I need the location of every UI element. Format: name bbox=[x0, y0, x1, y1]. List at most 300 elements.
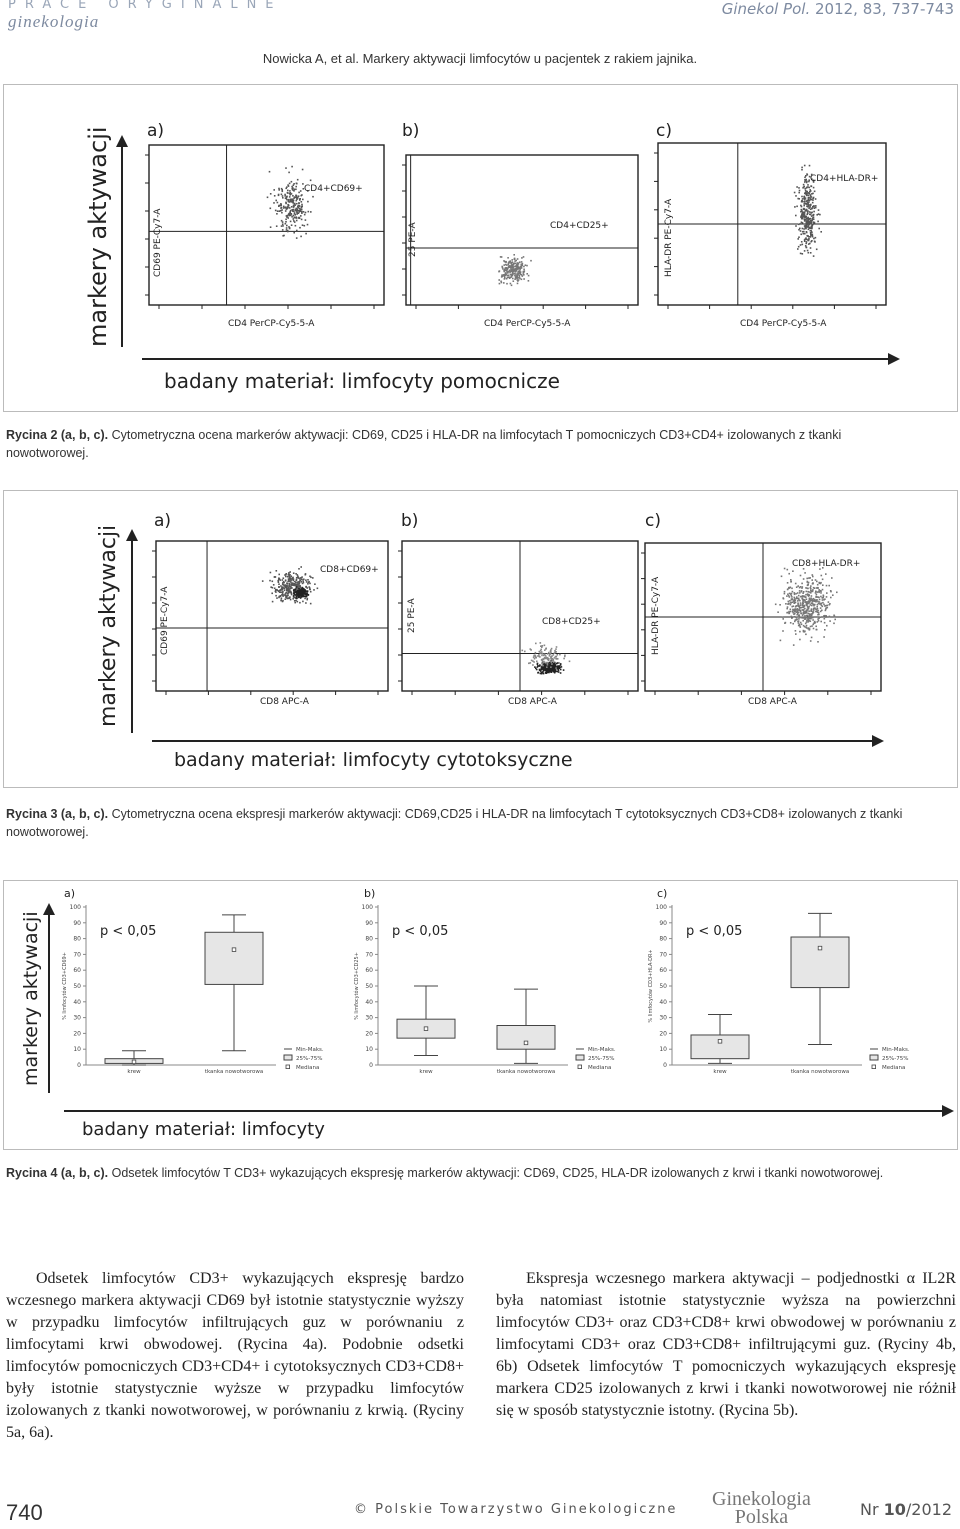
y-tick-label: 50 bbox=[73, 983, 81, 990]
event-dot bbox=[789, 593, 791, 595]
publisher: © Polskie Towarzystwo Ginekologiczne bbox=[354, 1502, 678, 1517]
event-dot bbox=[499, 283, 501, 285]
event-dot bbox=[802, 187, 804, 189]
event-dot bbox=[800, 622, 802, 624]
event-dot bbox=[301, 592, 303, 594]
event-dot bbox=[509, 270, 511, 272]
y-label-a: CD69 PE-Cy7-A bbox=[153, 208, 163, 277]
event-dot bbox=[267, 197, 269, 199]
event-dot bbox=[803, 610, 805, 612]
event-dot bbox=[798, 187, 800, 189]
y-tick-label: 80 bbox=[73, 935, 81, 943]
event-dot bbox=[292, 577, 294, 579]
event-dot bbox=[798, 618, 800, 620]
event-dot bbox=[813, 218, 815, 220]
event-dot bbox=[806, 620, 808, 622]
event-dot bbox=[284, 195, 286, 197]
event-dot bbox=[800, 604, 802, 606]
event-dot bbox=[511, 263, 513, 265]
event-dot bbox=[799, 617, 801, 619]
figure-4-graphic bbox=[4, 881, 957, 1149]
event-dot bbox=[807, 220, 809, 222]
event-dot bbox=[788, 595, 790, 597]
event-dot bbox=[813, 611, 815, 613]
event-dot bbox=[547, 658, 549, 660]
box-iqr bbox=[205, 932, 263, 984]
event-dot bbox=[804, 177, 806, 179]
y-axis-label: % limfocytów CD3+CD25+ bbox=[354, 952, 360, 1020]
event-dot bbox=[790, 587, 792, 589]
event-dot bbox=[810, 604, 812, 606]
event-dot bbox=[511, 269, 513, 271]
event-dot bbox=[309, 589, 311, 591]
event-dot bbox=[515, 263, 517, 265]
event-dot bbox=[287, 190, 289, 192]
y-tick-label: 30 bbox=[365, 1014, 373, 1022]
event-dot bbox=[307, 201, 309, 203]
event-dot bbox=[534, 658, 536, 660]
event-dot bbox=[808, 601, 810, 603]
event-dot bbox=[814, 604, 816, 606]
y-label-c: HLA-DR PE-Cy7-A bbox=[664, 198, 674, 277]
event-dot bbox=[514, 275, 516, 277]
plot-frame bbox=[149, 145, 384, 305]
event-dot bbox=[816, 587, 818, 589]
event-dot bbox=[290, 214, 292, 216]
event-dot bbox=[517, 283, 519, 285]
box-iqr bbox=[791, 937, 849, 988]
event-dot bbox=[807, 588, 809, 590]
event-dot bbox=[790, 609, 792, 611]
event-dot bbox=[808, 199, 810, 201]
event-dot bbox=[288, 591, 290, 593]
event-dot bbox=[538, 672, 540, 674]
event-dot bbox=[299, 579, 301, 581]
event-dot bbox=[802, 617, 804, 619]
event-dot bbox=[532, 664, 534, 666]
event-dot bbox=[314, 583, 316, 585]
event-dot bbox=[798, 598, 800, 600]
event-dot bbox=[281, 594, 283, 596]
event-dot bbox=[270, 193, 272, 195]
event-dot bbox=[803, 233, 805, 235]
event-dot bbox=[294, 217, 296, 219]
event-dot bbox=[555, 651, 557, 653]
event-dot bbox=[503, 282, 505, 284]
category-label: krew bbox=[127, 1069, 141, 1075]
event-dot bbox=[822, 579, 824, 581]
event-dot bbox=[785, 603, 787, 605]
event-dot bbox=[517, 268, 519, 270]
event-dot bbox=[810, 618, 812, 620]
y-tick-label: 10 bbox=[73, 1046, 81, 1054]
event-dot bbox=[296, 237, 298, 239]
event-dot bbox=[794, 598, 796, 600]
event-dot bbox=[806, 591, 808, 593]
event-dot bbox=[553, 661, 555, 663]
event-dot bbox=[306, 586, 308, 588]
event-dot bbox=[777, 611, 779, 613]
event-dot bbox=[817, 221, 819, 223]
event-dot bbox=[808, 594, 810, 596]
event-dot bbox=[794, 611, 796, 613]
event-dot bbox=[273, 584, 275, 586]
event-dot bbox=[508, 264, 510, 266]
event-dot bbox=[794, 594, 796, 596]
event-dot bbox=[810, 640, 812, 642]
event-dot bbox=[801, 590, 803, 592]
event-dot bbox=[803, 591, 805, 593]
event-dot bbox=[302, 588, 304, 590]
event-dot bbox=[282, 229, 284, 231]
event-dot bbox=[297, 210, 299, 212]
panel-letter-b: b) bbox=[401, 511, 419, 531]
event-dot bbox=[813, 600, 815, 602]
event-dot bbox=[825, 615, 827, 617]
event-dot bbox=[805, 623, 807, 625]
event-dot bbox=[282, 221, 284, 223]
event-dot bbox=[526, 265, 528, 267]
legend-minmax-label: Min-Maks. bbox=[588, 1047, 616, 1053]
event-dot bbox=[297, 601, 299, 603]
event-dot bbox=[790, 579, 792, 581]
event-dot bbox=[795, 195, 797, 197]
event-dot bbox=[798, 599, 800, 601]
citation bbox=[722, 0, 954, 18]
event-dot bbox=[801, 213, 803, 215]
event-dot bbox=[281, 194, 283, 196]
event-dot bbox=[307, 593, 309, 595]
event-dot bbox=[808, 252, 810, 254]
event-dot bbox=[786, 595, 788, 597]
event-dot bbox=[539, 656, 541, 658]
event-dot bbox=[810, 247, 812, 249]
event-dot bbox=[517, 258, 519, 260]
y-label-a: CD69 PE-Cy7-A bbox=[160, 586, 170, 655]
event-dot bbox=[820, 607, 822, 609]
legend-median-label: Mediana bbox=[588, 1065, 612, 1071]
event-dot bbox=[518, 263, 520, 265]
event-dot bbox=[793, 613, 795, 615]
event-dot bbox=[806, 578, 808, 580]
event-dot bbox=[824, 622, 826, 624]
y-tick-label: 50 bbox=[659, 983, 667, 990]
y-tick-label: 0 bbox=[369, 1062, 373, 1069]
y-axis-title: markery aktywacji bbox=[96, 524, 121, 727]
event-dot bbox=[304, 598, 306, 600]
event-dot bbox=[303, 579, 305, 581]
event-dot bbox=[824, 618, 826, 620]
event-dot bbox=[309, 587, 311, 589]
event-dot bbox=[274, 576, 276, 578]
event-dot bbox=[506, 283, 508, 285]
event-dot bbox=[286, 199, 288, 201]
event-dot bbox=[811, 579, 813, 581]
event-dot bbox=[297, 179, 299, 181]
event-dot bbox=[274, 195, 276, 197]
event-dot bbox=[806, 187, 808, 189]
event-dot bbox=[275, 595, 277, 597]
event-dot bbox=[518, 271, 520, 273]
event-dot bbox=[517, 279, 519, 281]
event-dot bbox=[810, 218, 812, 220]
event-dot bbox=[541, 651, 543, 653]
event-dot bbox=[817, 584, 819, 586]
event-dot bbox=[289, 183, 291, 185]
panel-letter-b: b) bbox=[364, 887, 376, 900]
event-dot bbox=[287, 583, 289, 585]
y-tick-label: 60 bbox=[365, 967, 373, 975]
event-dot bbox=[815, 198, 817, 200]
event-dot bbox=[791, 617, 793, 619]
event-dot bbox=[273, 202, 275, 204]
event-dot bbox=[298, 595, 300, 597]
legend-minmax-label: Min-Maks. bbox=[296, 1047, 324, 1053]
event-dot bbox=[290, 588, 292, 590]
event-dot bbox=[281, 586, 283, 588]
event-dot bbox=[800, 216, 802, 218]
event-dot bbox=[799, 587, 801, 589]
event-dot bbox=[524, 651, 526, 653]
event-dot bbox=[806, 214, 808, 216]
event-dot bbox=[816, 629, 818, 631]
event-dot bbox=[298, 597, 300, 599]
event-dot bbox=[798, 614, 800, 616]
event-dot bbox=[795, 593, 797, 595]
event-dot bbox=[293, 572, 295, 574]
event-dot bbox=[808, 238, 810, 240]
event-dot bbox=[555, 648, 557, 650]
event-dot bbox=[775, 604, 777, 606]
event-dot bbox=[295, 195, 297, 197]
box-iqr bbox=[691, 1035, 749, 1059]
event-dot bbox=[297, 591, 299, 593]
event-dot bbox=[506, 274, 508, 276]
event-dot bbox=[280, 589, 282, 591]
event-dot bbox=[803, 630, 805, 632]
event-dot bbox=[825, 573, 827, 575]
event-dot bbox=[799, 639, 801, 641]
event-dot bbox=[789, 600, 791, 602]
event-dot bbox=[555, 667, 557, 669]
event-dot bbox=[535, 643, 537, 645]
event-dot bbox=[801, 206, 803, 208]
event-dot bbox=[797, 198, 799, 200]
event-dot bbox=[275, 200, 277, 202]
event-dot bbox=[829, 603, 831, 605]
event-dot bbox=[281, 188, 283, 190]
event-dot bbox=[804, 201, 806, 203]
event-dot bbox=[300, 215, 302, 217]
event-dot bbox=[519, 278, 521, 280]
event-dot bbox=[553, 669, 555, 671]
event-dot bbox=[563, 669, 565, 671]
event-dot bbox=[557, 654, 559, 656]
event-dot bbox=[807, 192, 809, 194]
event-dot bbox=[301, 201, 303, 203]
event-dot bbox=[547, 664, 549, 666]
event-dot bbox=[288, 205, 290, 207]
event-dot bbox=[814, 207, 816, 209]
event-dot bbox=[788, 601, 790, 603]
event-dot bbox=[816, 249, 818, 251]
event-dot bbox=[284, 590, 286, 592]
event-dot bbox=[517, 266, 519, 268]
event-dot bbox=[815, 592, 817, 594]
event-dot bbox=[808, 236, 810, 238]
event-dot bbox=[830, 597, 832, 599]
event-dot bbox=[788, 611, 790, 613]
event-dot bbox=[819, 603, 821, 605]
event-dot bbox=[818, 620, 820, 622]
event-dot bbox=[285, 221, 287, 223]
event-dot bbox=[801, 200, 803, 202]
event-dot bbox=[804, 209, 806, 211]
event-dot bbox=[787, 569, 789, 571]
event-dot bbox=[800, 234, 802, 236]
event-dot bbox=[291, 181, 293, 183]
category-label: tkanka nowotworowa bbox=[204, 1069, 264, 1075]
event-dot bbox=[820, 621, 822, 623]
event-dot bbox=[549, 654, 551, 656]
event-dot bbox=[272, 587, 274, 589]
event-dot bbox=[817, 618, 819, 620]
event-dot bbox=[815, 205, 817, 207]
event-dot bbox=[307, 224, 309, 226]
event-dot bbox=[299, 602, 301, 604]
event-dot bbox=[804, 618, 806, 620]
event-dot bbox=[821, 603, 823, 605]
event-dot bbox=[784, 591, 786, 593]
caption-text: Odsetek limfocytów T CD3+ wykazujących ekspresję markerów aktywacji: CD69, CD25, HLA-DR izolowanych z krwi i tkanki nowotworowej. bbox=[108, 1166, 884, 1180]
event-dot bbox=[515, 277, 517, 279]
event-dot bbox=[808, 204, 810, 206]
event-dot bbox=[282, 191, 284, 193]
event-dot bbox=[810, 587, 812, 589]
legend-median-swatch bbox=[286, 1065, 290, 1069]
median-marker bbox=[524, 1041, 528, 1045]
event-dot bbox=[296, 584, 298, 586]
y-tick-label: 100 bbox=[655, 904, 667, 911]
event-dot bbox=[272, 581, 274, 583]
event-dot bbox=[810, 185, 812, 187]
event-dot bbox=[291, 193, 293, 195]
event-dot bbox=[533, 655, 535, 657]
panel-letter-a: a) bbox=[147, 121, 165, 141]
event-dot bbox=[286, 595, 288, 597]
event-dot bbox=[281, 598, 283, 600]
event-dot bbox=[809, 211, 811, 213]
event-dot bbox=[790, 622, 792, 624]
y-tick-label: 40 bbox=[365, 998, 373, 1006]
event-dot bbox=[515, 266, 517, 268]
event-dot bbox=[305, 219, 307, 221]
caption-text: Cytometryczna ocena ekspresji markerów aktywacji: CD69,CD25 i HLA-DR na limfocytach T cytotoksycznych CD3+CD8+ izolowanych z tkanki nowotworowej. bbox=[6, 807, 903, 839]
event-dot bbox=[282, 235, 284, 237]
event-dot bbox=[798, 236, 800, 238]
event-dot bbox=[806, 181, 808, 183]
event-dot bbox=[307, 579, 309, 581]
event-dot bbox=[810, 252, 812, 254]
y-arrow-head bbox=[43, 903, 55, 915]
event-dot bbox=[797, 585, 799, 587]
event-dot bbox=[802, 620, 804, 622]
event-dot bbox=[297, 582, 299, 584]
y-tick-label: 60 bbox=[73, 967, 81, 975]
event-dot bbox=[804, 572, 806, 574]
event-dot bbox=[281, 225, 283, 227]
event-dot bbox=[806, 621, 808, 623]
event-dot bbox=[804, 203, 806, 205]
event-dot bbox=[290, 221, 292, 223]
event-dot bbox=[812, 617, 814, 619]
y-tick-label: 30 bbox=[659, 1014, 667, 1022]
event-dot bbox=[502, 276, 504, 278]
event-dot bbox=[508, 262, 510, 264]
event-dot bbox=[783, 598, 785, 600]
panel-letter-c: c) bbox=[657, 887, 668, 900]
event-dot bbox=[503, 274, 505, 276]
event-dot bbox=[546, 666, 548, 668]
event-dot bbox=[557, 671, 559, 673]
event-dot bbox=[293, 209, 295, 211]
event-dot bbox=[800, 211, 802, 213]
event-dot bbox=[780, 640, 782, 642]
event-dot bbox=[810, 194, 812, 196]
event-dot bbox=[281, 212, 283, 214]
event-dot bbox=[790, 604, 792, 606]
y-label-b: 25 PE-A bbox=[408, 222, 418, 257]
event-dot bbox=[804, 233, 806, 235]
event-dot bbox=[291, 224, 293, 226]
event-dot bbox=[779, 604, 781, 606]
event-dot bbox=[825, 605, 827, 607]
event-dot bbox=[272, 601, 274, 603]
event-dot bbox=[300, 195, 302, 197]
event-dot bbox=[812, 619, 814, 621]
event-dot bbox=[552, 658, 554, 660]
event-dot bbox=[791, 595, 793, 597]
y-axis-label: % limfocytów CD3+CD69+ bbox=[62, 952, 68, 1020]
event-dot bbox=[511, 285, 513, 287]
event-dot bbox=[548, 652, 550, 654]
event-dot bbox=[537, 655, 539, 657]
event-dot bbox=[289, 193, 291, 195]
event-dot bbox=[274, 588, 276, 590]
event-dot bbox=[291, 186, 293, 188]
event-dot bbox=[280, 207, 282, 209]
event-dot bbox=[287, 206, 289, 208]
event-dot bbox=[273, 189, 275, 191]
event-dot bbox=[300, 236, 302, 238]
event-dot bbox=[827, 605, 829, 607]
event-dot bbox=[289, 597, 291, 599]
gate-label-b: CD8+CD25+ bbox=[542, 617, 601, 627]
event-dot bbox=[551, 655, 553, 657]
event-dot bbox=[823, 595, 825, 597]
event-dot bbox=[810, 585, 812, 587]
event-dot bbox=[806, 173, 808, 175]
event-dot bbox=[278, 574, 280, 576]
event-dot bbox=[286, 590, 288, 592]
event-dot bbox=[560, 669, 562, 671]
category-label: tkanka nowotworowa bbox=[496, 1069, 556, 1075]
event-dot bbox=[807, 210, 809, 212]
median-marker bbox=[424, 1027, 428, 1031]
event-dot bbox=[806, 603, 808, 605]
event-dot bbox=[540, 642, 542, 644]
event-dot bbox=[808, 195, 810, 197]
